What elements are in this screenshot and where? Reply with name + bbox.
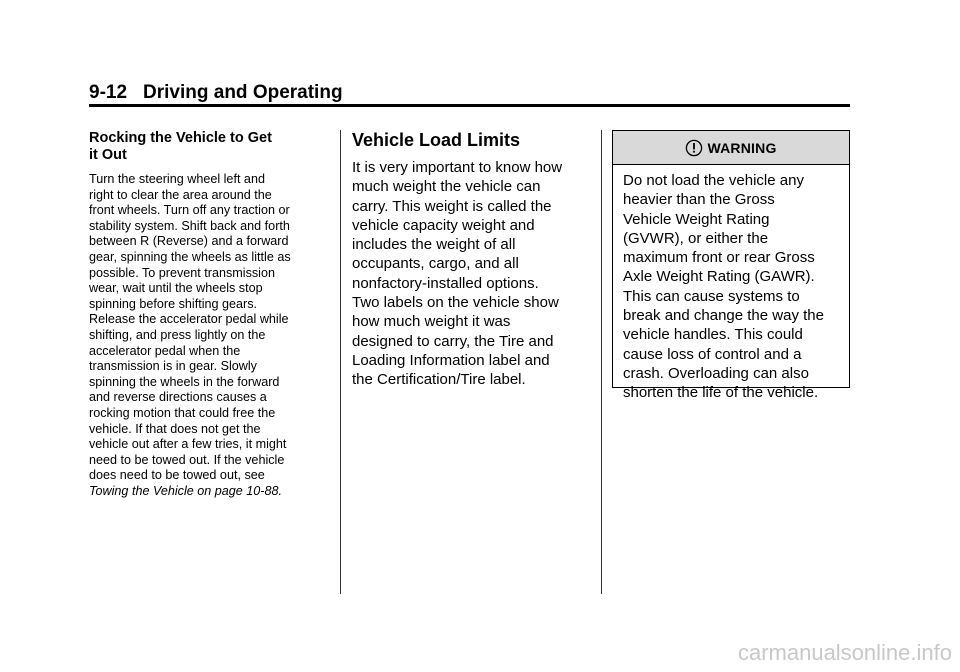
load-limits-body [352, 158, 592, 390]
body-line: rocking motion that could free the [89, 405, 276, 420]
page-header [89, 80, 343, 106]
body-line: Loading Information label and [352, 351, 550, 369]
warning-line: heavier than the Gross [623, 191, 775, 209]
body-line: spinning the wheels in the forward [89, 374, 280, 389]
header-rule [89, 104, 850, 107]
body-line: much weight the vehicle can [352, 178, 541, 196]
body-line: right to clear the area around the [89, 187, 272, 202]
reference-period: . [278, 483, 283, 498]
warning-body [613, 165, 849, 403]
body-line: between R (Reverse) and a forward [89, 234, 289, 249]
body-line-reference [89, 484, 334, 500]
page-number: 9-12 [89, 82, 128, 103]
warning-line: crash. Overloading can also [623, 364, 809, 382]
warning-line: cause loss of control and a [623, 345, 802, 363]
body-line: front wheels. Turn off any traction or [89, 203, 290, 218]
body-line: Release the accelerator pedal while [89, 312, 289, 327]
body-line: Two labels on the vehicle show [352, 294, 559, 312]
warning-line: break and change the way the [623, 307, 824, 325]
body-line: the Certification/Tire label. [352, 371, 526, 389]
rocking-heading-line: it Out [89, 147, 127, 163]
rocking-heading-line: Rocking the Vehicle to Get [89, 130, 272, 146]
body-line: does need to be towed out, see [89, 468, 265, 483]
body-line: nonfactory-installed options. [352, 274, 539, 292]
body-line: It is very important to know how [352, 159, 563, 176]
column-divider [340, 130, 341, 594]
body-line: accelerator pedal when the [89, 343, 241, 358]
warning-label: WARNING [707, 139, 777, 156]
body-line: gear, spinning the wheels as little as [89, 249, 291, 264]
column-load-limits [352, 128, 592, 390]
watermark: carmanualsonline.info [737, 640, 952, 665]
warning-box [612, 130, 850, 402]
body-line: vehicle out after a few tries, it might [89, 437, 287, 452]
warning-line: vehicle handles. This could [623, 326, 803, 344]
body-line: wear, wait until the wheels stop [89, 281, 263, 296]
warning-header [613, 131, 849, 165]
warning-line: Do not load the vehicle any [623, 172, 804, 189]
warning-line: Axle Weight Rating (GAWR). [623, 268, 815, 286]
column-divider [601, 130, 602, 594]
body-line: occupants, cargo, and all [352, 255, 519, 273]
body-line: Turn the steering wheel left and [89, 172, 265, 186]
warning-line: Vehicle Weight Rating [623, 210, 770, 228]
body-line: how much weight it was [352, 313, 511, 331]
body-line: and reverse directions causes a [89, 390, 267, 405]
body-line: includes the weight of all [352, 236, 516, 254]
body-line: vehicle capacity weight and [352, 216, 535, 234]
warning-triangle-icon [685, 139, 703, 157]
load-limits-heading: Vehicle Load Limits [352, 130, 521, 150]
warning-line: maximum front or rear Gross [623, 249, 815, 267]
body-line: carry. This weight is called the [352, 197, 552, 215]
body-line: stability system. Shift back and forth [89, 218, 290, 233]
body-line: spinning before shifting gears. [89, 296, 258, 311]
body-line: transmission is in gear. Slowly [89, 359, 257, 374]
body-line: need to be towed out. If the vehicle [89, 452, 285, 467]
rocking-heading [89, 130, 334, 164]
body-line: shifting, and press lightly on the [89, 327, 266, 342]
warning-line: shorten the life of the vehicle. [623, 384, 819, 402]
column-rocking-vehicle [89, 130, 334, 499]
towing-reference-link[interactable]: Towing the Vehicle on page 10-88 [89, 483, 279, 498]
body-line: designed to carry, the Tire and [352, 332, 554, 350]
body-line: possible. To prevent transmission [89, 265, 275, 280]
section-title: Driving and Operating [143, 82, 343, 103]
warning-line: This can cause systems to [623, 287, 800, 305]
rocking-body [89, 172, 334, 499]
body-line: vehicle. If that does not get the [89, 421, 261, 436]
warning-line: (GVWR), or either the [623, 229, 769, 247]
